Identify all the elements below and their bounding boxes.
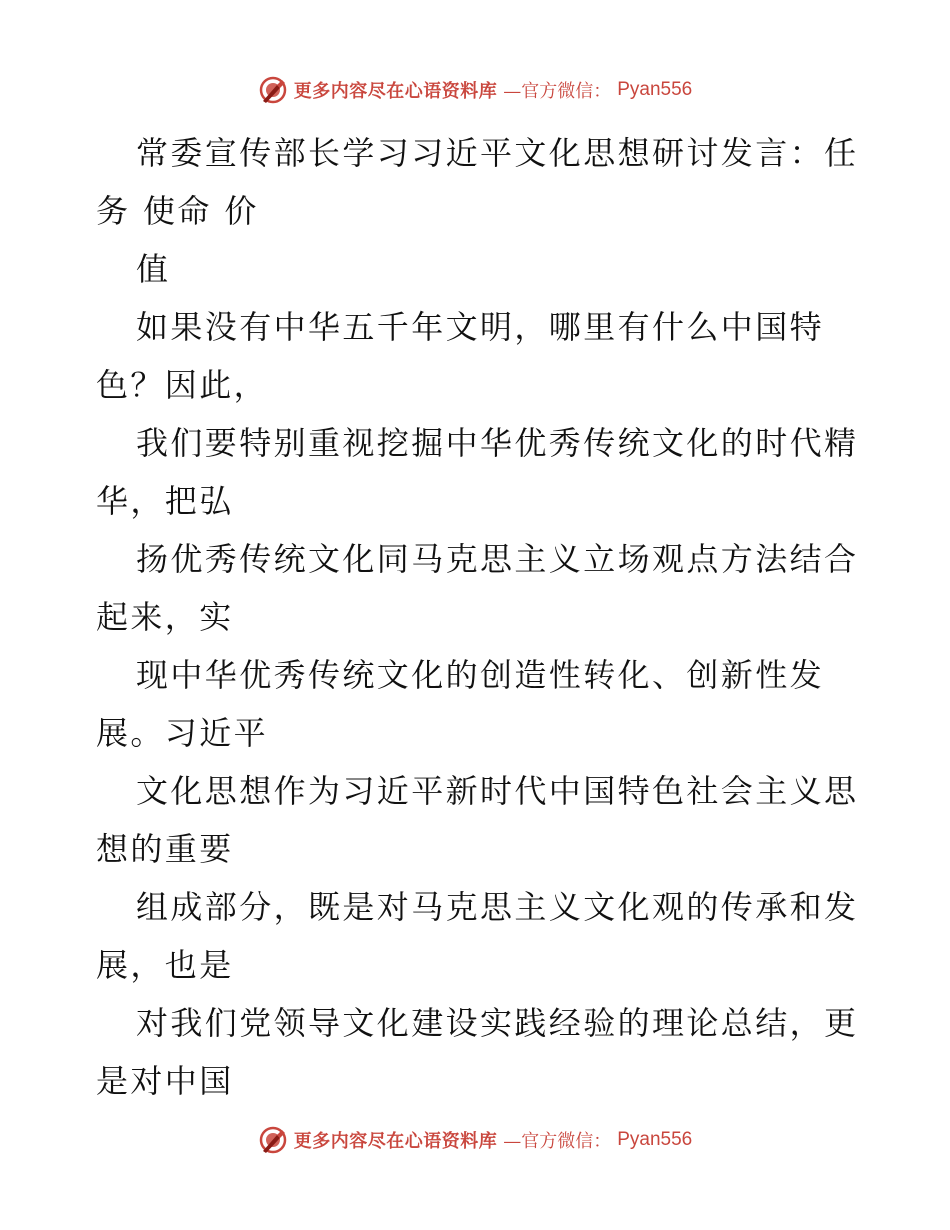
- document-line: 我们要特别重视挖掘中华优秀传统文化的时代精: [136, 424, 859, 462]
- document-line: 想的重要: [96, 830, 234, 868]
- header-wechat-label: —官方微信：: [503, 81, 612, 102]
- document-line: 现中华优秀传统文化的创造性转化、创新性发: [136, 656, 825, 694]
- document-line: 色？因此，: [96, 366, 269, 404]
- document-line: 展，也是: [96, 946, 234, 984]
- footer-wechat-label: —官方微信：: [503, 1131, 612, 1152]
- document-line: 如果没有中华五千年文明，哪里有什么中国特: [136, 308, 825, 346]
- document-line: 常委宣传部长学习习近平文化思想研讨发言：任: [136, 134, 859, 172]
- document-line: 值: [136, 250, 171, 288]
- document-line: 扬优秀传统文化同马克思主义立场观点方法结合: [136, 540, 859, 578]
- footer-promo-text: 更多内容尽在心语资料库: [293, 1131, 498, 1152]
- document-line: 对我们党领导文化建设实践经验的理论总结，更: [136, 1004, 859, 1042]
- footer-wechat-handle: Pyan556: [617, 1129, 693, 1150]
- document-line: 展。习近平: [96, 714, 269, 752]
- document-line: 起来，实: [96, 598, 234, 636]
- header-wechat-handle: Pyan556: [617, 79, 693, 100]
- document-body: [96, 124, 859, 1110]
- footer-banner: [0, 1120, 950, 1160]
- document-line: 是对中国: [96, 1062, 234, 1100]
- header-banner: [0, 70, 950, 110]
- document-line: 文化思想作为习近平新时代中国特色社会主义思: [136, 772, 859, 810]
- pen-nib-logo-icon: [258, 1125, 288, 1155]
- header-promo-text: 更多内容尽在心语资料库: [293, 81, 498, 102]
- document-line: 组成部分，既是对马克思主义文化观的传承和发: [136, 888, 859, 926]
- document-line: 华，把弘: [96, 482, 234, 520]
- document-line: 务 使命 价: [96, 192, 259, 230]
- pen-nib-logo-icon: [258, 75, 288, 105]
